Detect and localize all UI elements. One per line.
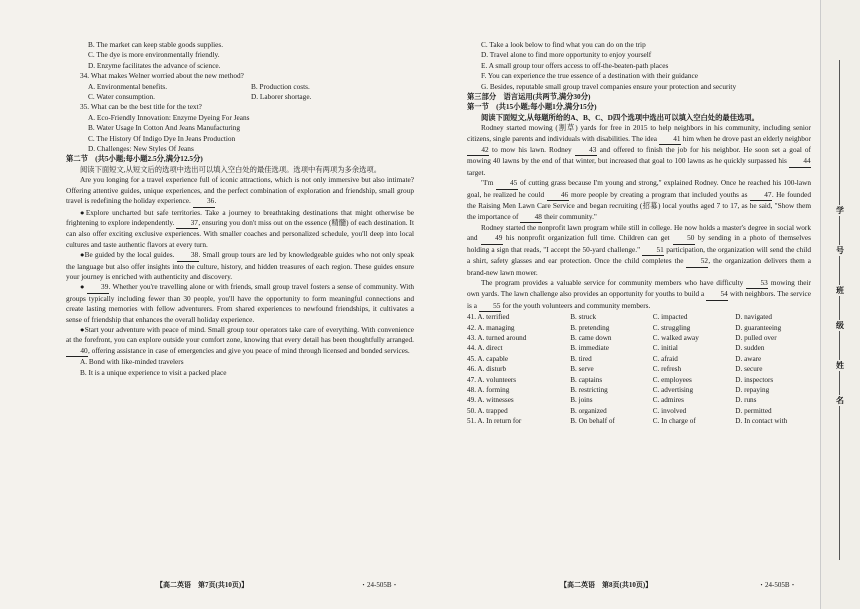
section-1-instructions: 阅读下面短文,从每题所给的A、B、C、D四个选项中选出可以填入空白处的最佳选项。	[481, 112, 759, 122]
choice-option: B. came down	[570, 333, 612, 342]
choice-option: C. In charge of	[652, 417, 696, 426]
choice-option: B. organized	[570, 406, 607, 415]
question-35: 35. What can be the best title for the text?	[80, 102, 202, 112]
passage-paragraph-5: ●Start your adventure with peace of mind. Small group tour operators take care of everything. With convenience at the forefront, you can explore outside your comfort zone, knowing that every detail has been thoughtfully arranged. 40, offering assistance in case of emergencies and give you peace of mind through licensed and bonded services.	[66, 325, 414, 357]
choice-option: 50. A. trapped	[467, 406, 508, 415]
option: A. Bond with like-minded travelers	[80, 357, 184, 367]
blank-44: 44	[789, 156, 811, 167]
section-1-title: 第一节 (共15小题;每小题1分,满分15分)	[467, 102, 597, 112]
choice-row	[467, 323, 811, 333]
binding-label: 号	[833, 245, 847, 256]
option: D. Laborer shortage.	[251, 92, 312, 102]
q34-options-row	[66, 92, 414, 102]
option: D. Challenges: New Styles Of Jeans	[88, 144, 194, 154]
blank-43: 43	[575, 145, 597, 156]
cloze-paragraph-1: Rodney started mowing (割草) yards for free in 2015 to help neighbors in his community, including senior citizens, single parents and individuals with disabilities. The idea 41 him when he drove past an elderly neighbor 42 to mow his lawn. Rodney 43 and offered to finish the job for his neighbor. He soon set a goal of mowing 40 lawns by the end of that winter, but increased that goal to 100 lawns as he quickly surpassed his 44 target.	[467, 123, 811, 177]
choice-row	[467, 385, 811, 395]
choice-option: B. tired	[570, 354, 592, 363]
choice-option: D. sudden	[735, 344, 765, 353]
choice-option: D. aware	[735, 354, 762, 363]
choice-row	[467, 312, 811, 322]
cloze-paragraph-3: Rodney started the nonprofit lawn program while still in college. He now holds a master's degree in social work and 49 his nonprofit organization full time. Children can get 50 by sending in a photo of themselves holding a sign that reads, "I accept the 50-yard challenge." 51 participation, the organization will send the child a shirt, safety glasses and ear protection. Once the child completes the 52, the organization delivers them a brand-new lawn mower.	[467, 222, 811, 277]
cloze-paragraph-2: "I'm 45 of cutting grass because I'm young and strong," explained Rodney. Once he reached his 100-lawn goal, he realized he could 46 more people by creating a program that included youths as 47. He founded the Raising Men Lawn Care Service and began recruiting (招募) local youths aged 7 to 17, as he said, "Show them the importance of 48 their community."	[467, 178, 811, 223]
option-line: D. Enzyme facilitates the advance of science.	[88, 60, 221, 70]
binding-strip	[820, 0, 860, 609]
choice-option: D. permitted	[735, 406, 772, 415]
blank-50: 50	[673, 233, 695, 244]
option-line: B. The market can keep stable goods supplies.	[88, 40, 224, 49]
choice-row	[467, 416, 811, 426]
choice-option: D. runs	[735, 396, 757, 405]
page-footer-right: 【高二英语 第8页(共10页)】	[560, 581, 653, 589]
q34-options-row	[66, 82, 414, 92]
option-line: C. The dye is more environmentally friendly.	[88, 50, 220, 60]
choice-option: 43. A. turned around	[467, 333, 527, 342]
choice-option: B. immediate	[570, 344, 609, 353]
choice-option: C. advertising	[652, 386, 694, 394]
option: B. It is a unique experience to visit a packed place	[80, 367, 227, 377]
choice-option: C. struggling	[652, 323, 691, 332]
choice-option: 48. A. forming	[467, 386, 510, 394]
page-footer-left: 【高二英语 第7页(共10页)】	[156, 581, 249, 589]
passage-paragraph-4: ● 39. Whether you're travelling alone or with friends, small group travel fosters a sense of community. With groups typically including fewer than 30 people, you'll have the opportunity to form meaningful connections and create lasting memories with fellow adventurers. From shared experiences to newfound friendships, it cultivates a sense of friendship that enhances the overall holiday experience.	[66, 282, 414, 324]
passage-paragraph-1: Are you longing for a travel experience full of iconic attractions, which is not only immersive but also intimate? Offering attentive guides, unique experiences, and the perfect combination of exploration and friendship, small group travel is redefining the holiday experience. 36.	[66, 175, 414, 207]
choice-option: D. In contact with	[735, 417, 788, 426]
blank-36: 36	[193, 196, 215, 207]
right-column	[467, 40, 811, 427]
choice-option: B. serve	[570, 365, 594, 374]
option: B. Production costs.	[251, 81, 310, 91]
option: C. The History Of Indigo Dye In Jeans Production	[88, 133, 236, 143]
binding-label: 级	[833, 320, 847, 331]
blank-52: 52	[686, 256, 708, 267]
left-column	[66, 40, 414, 378]
binding-label: 班	[833, 285, 847, 296]
blank-45: 45	[496, 178, 518, 189]
choice-option: D. secure	[735, 365, 763, 374]
choice-row	[467, 364, 811, 374]
choice-option: C. afraid	[652, 354, 678, 363]
question-34: 34. What makes Welner worried about the new method?	[80, 71, 244, 81]
choice-option: B. joins	[570, 396, 593, 405]
choice-row	[467, 333, 811, 343]
passage-paragraph-2: ●Explore uncharted but safe territories. Take a journey to breathtaking destinations that might otherwise be frightening to explore independently. 37, ensuring you don't miss out on the essence (精髓) of each destination. It can also offer exciting exclusive experiences. With smaller coaches and personalized schedule, you'll deep into local cultures and taste authentic flavors at every turn.	[66, 207, 414, 249]
binding-label: 姓	[833, 360, 847, 371]
blank-47: 47	[750, 190, 772, 201]
blank-54: 54	[706, 289, 728, 300]
choice-option: C. initial	[652, 344, 678, 353]
choices-table	[467, 312, 811, 426]
choice-option: D. guaranteeing	[735, 323, 782, 332]
choice-option: C. employees	[652, 375, 692, 384]
blank-46: 46	[547, 190, 569, 201]
choice-option: B. restricting	[570, 386, 608, 394]
blank-37: 37	[176, 218, 198, 229]
choice-option: 47. A. volunteers	[467, 375, 517, 384]
page-code-left: ・24-505B・	[360, 581, 399, 589]
choice-option: C. admires	[652, 396, 684, 405]
choice-row	[467, 343, 811, 353]
choice-option: B. captains	[570, 375, 603, 384]
choice-option: C. impacted	[652, 313, 688, 322]
part-3-title: 第三部分 语言运用(共两节,满分30分)	[467, 92, 591, 102]
choice-option: C. involved	[652, 406, 687, 415]
page-code-right: ・24-505B・	[758, 581, 797, 589]
choice-row	[467, 375, 811, 385]
choice-option: D. repaying	[735, 386, 770, 394]
choice-row	[467, 406, 811, 416]
option: A. Eco-Friendly Innovation: Enzyme Dyeing For Jeans	[88, 112, 250, 122]
option: F. You can experience the true essence of a destination with their guidance	[481, 71, 699, 81]
choice-option: D. pulled over	[735, 333, 777, 342]
section-2-instructions: 阅读下面短文,从短文后的选项中选出可以填入空白处的最佳选项。选项中有两项为多余选项。	[80, 164, 381, 174]
choice-option: B. pretending	[570, 323, 610, 332]
option: D. Travel alone to find more opportunity to enjoy yourself	[481, 50, 652, 60]
choice-option: 49. A. witnesses	[467, 396, 514, 405]
blank-53: 53	[746, 278, 768, 289]
option: C. Water consumption.	[88, 92, 155, 102]
binding-line	[839, 60, 840, 560]
option: B. Water Usage In Cotton And Jeans Manufacturing	[88, 123, 241, 133]
option: G. Besides, reputable small group travel companies ensure your protection and security	[481, 81, 737, 91]
blank-40: 40	[66, 346, 88, 357]
passage-paragraph-3: ●Be guided by the local guides. 38. Small group tours are led by knowledgeable guides who not only speak the language but also offer insights into the culture, history, and hidden treasures of each region. These guides ensure your journey is enriched with authenticity and discovery.	[66, 250, 414, 281]
binding-label: 名	[833, 395, 847, 406]
choice-option: 42. A. managing	[467, 323, 515, 332]
blank-48: 48	[520, 212, 542, 223]
option: A. Environmental benefits.	[88, 81, 168, 91]
choice-option: 44. A. direct	[467, 344, 503, 353]
blank-41: 41	[659, 134, 681, 145]
choice-option: 41. A. terrified	[467, 313, 510, 322]
choice-option: B. struck	[570, 313, 597, 322]
option: E. A small group tour offers access to off-the-beaten-path places	[481, 60, 669, 70]
blank-39: 39	[87, 282, 109, 293]
blank-55: 55	[479, 301, 501, 312]
blank-51: 51	[642, 245, 664, 256]
choice-option: D. inspectors	[735, 375, 774, 384]
choice-option: C. refresh	[652, 365, 682, 374]
section-2-title: 第二节 (共5小题;每小题2.5分,满分12.5分)	[66, 154, 203, 164]
choice-option: B. On behalf of	[570, 417, 615, 426]
choice-option: D. navigated	[735, 313, 773, 322]
choice-option: 45. A. capable	[467, 354, 509, 363]
choice-option: 51. A. In return for	[467, 417, 522, 426]
choice-row	[467, 395, 811, 405]
choice-option: 46. A. disturb	[467, 365, 507, 374]
choice-option: C. walked away	[652, 333, 699, 342]
blank-42: 42	[467, 145, 489, 156]
blank-49: 49	[481, 233, 503, 244]
cloze-paragraph-4: The program provides a valuable service for community members who have difficulty 53 mowing their own yards. The lawn challenge also provides an opportunity for youths to build a 54 with neighbors. The service is a 55 for the youth volunteers and community members.	[467, 278, 811, 312]
choice-row	[467, 354, 811, 364]
option: C. Take a look below to find what you can do on the trip	[481, 40, 646, 49]
blank-38: 38	[177, 250, 199, 261]
binding-label: 学	[833, 205, 847, 216]
